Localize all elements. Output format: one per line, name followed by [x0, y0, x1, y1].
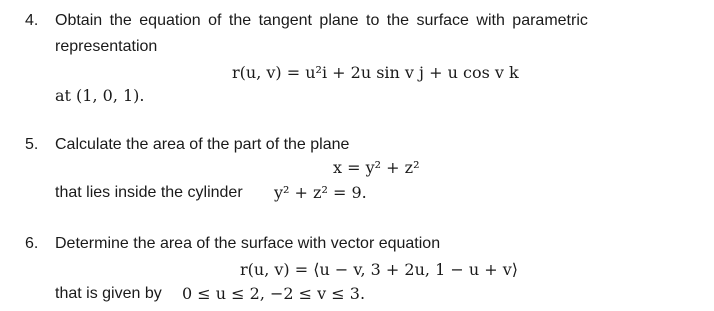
problem-number: 4. — [25, 12, 39, 29]
vector-equation: r(u, v) = ⟨u − v, 3 + 2u, 1 − u + v⟩ — [240, 260, 518, 279]
parametric-equation: r(u, v) = u²i + 2u sin v j + u cos v k — [232, 63, 519, 82]
cylinder-equation: y² + z² = 9. — [274, 183, 367, 202]
problem-number: 6. — [25, 235, 39, 252]
point-text: at (1, 0, 1). — [55, 86, 145, 105]
problem-text: representation — [55, 38, 158, 55]
plane-equation: x = y² + z² — [333, 158, 420, 177]
problem-text: Obtain the equation of the tangent plane to the surface with parametric — [55, 12, 588, 29]
problem-text: that lies inside the cylinder — [55, 184, 243, 201]
problem-text: that is given by — [55, 285, 162, 302]
problem-text: Determine the area of the surface with vector equation — [55, 235, 441, 252]
domain-inequality: 0 ≤ u ≤ 2, −2 ≤ v ≤ 3. — [182, 284, 366, 303]
problem-text: Calculate the area of the part of the plane — [55, 136, 350, 153]
problem-number: 5. — [25, 136, 39, 153]
